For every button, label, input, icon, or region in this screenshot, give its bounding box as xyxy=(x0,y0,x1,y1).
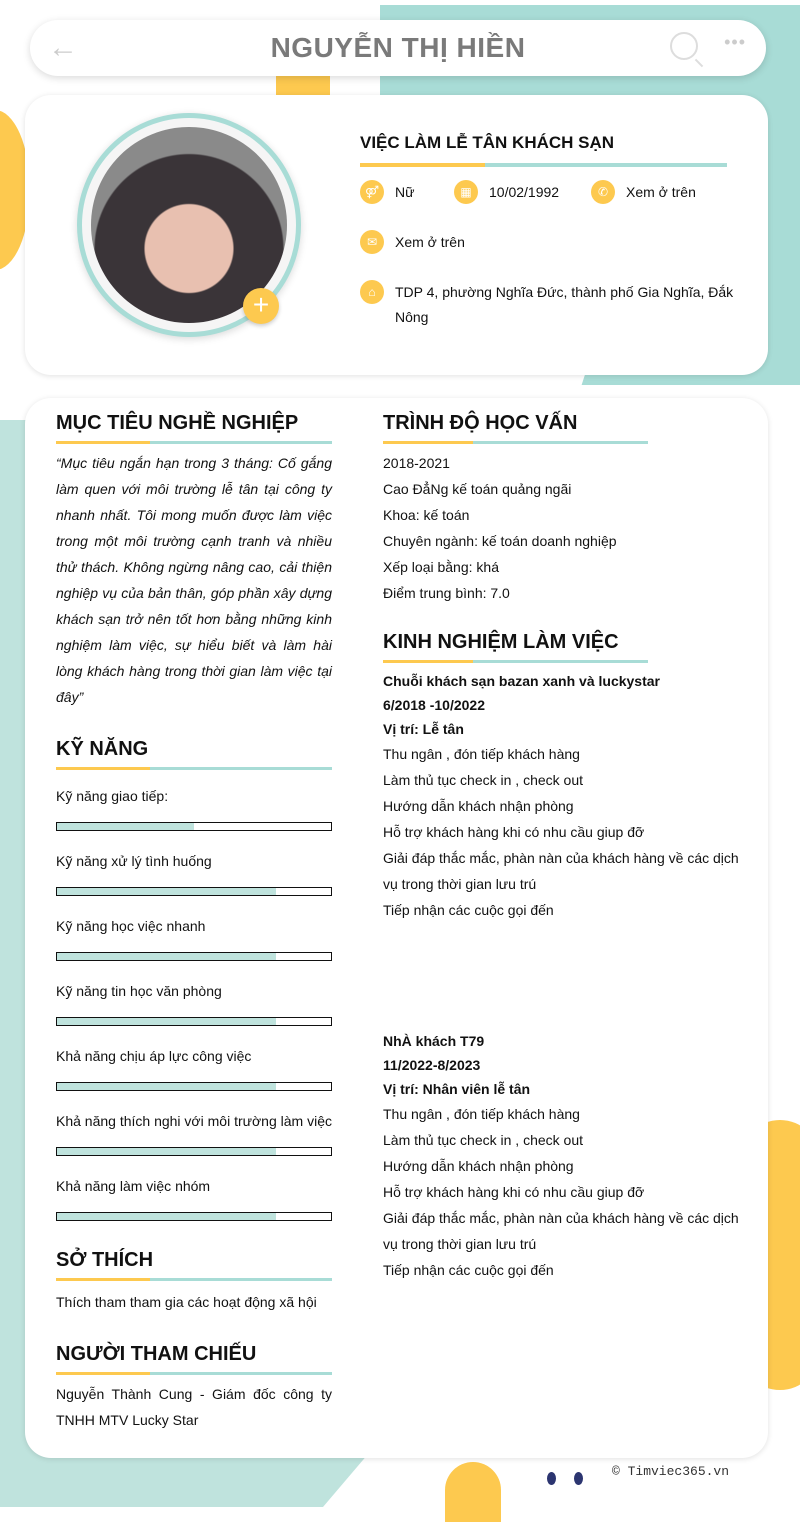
job-duty: Hướng dẫn khách nhận phòng xyxy=(383,798,574,814)
skill-item xyxy=(56,1108,332,1156)
references-text: Nguyễn Thành Cung - Giám đốc công ty TNHH MTV Lucky Star xyxy=(56,1386,332,1428)
add-photo-button[interactable]: + xyxy=(243,288,279,324)
job-duty: Hướng dẫn khách nhận phòng xyxy=(383,1158,574,1174)
job-position: Vị trí: Nhân viên lễ tân xyxy=(383,1081,531,1097)
hobbies-text: Thích tham tham gia các hoạt động xã hội xyxy=(56,1294,317,1310)
skill-label: Khả năng thích nghi với môi trường làm việc xyxy=(56,1113,332,1129)
skill-item xyxy=(56,913,332,961)
phone-value: Xem ở trên xyxy=(626,184,696,200)
skill-item xyxy=(56,783,332,831)
phone-icon: ✆ xyxy=(591,180,615,204)
skill-level-bar xyxy=(56,1017,332,1026)
hobbies-section xyxy=(56,1248,332,1315)
skill-item xyxy=(56,1043,332,1091)
job-company: NhÀ khách T79 xyxy=(383,1033,485,1049)
section-title: KINH NGHIỆM LÀM VIỆC xyxy=(383,631,619,653)
skill-level-fill xyxy=(57,1148,276,1155)
job-duty: Thu ngân , đón tiếp khách hàng xyxy=(383,746,580,762)
divider xyxy=(56,441,332,444)
job-title-text: VIỆC LÀM LỄ TÂN KHÁCH SẠN xyxy=(360,133,615,152)
skill-label: Kỹ năng học việc nhanh xyxy=(56,918,206,934)
gender xyxy=(360,180,414,205)
section-title: NGƯỜI THAM CHIẾU xyxy=(56,1343,257,1365)
skill-item xyxy=(56,978,332,1026)
skill-level-fill xyxy=(57,1213,276,1220)
birthday xyxy=(454,180,559,205)
top-bar xyxy=(30,20,766,76)
objective-section xyxy=(56,411,332,710)
birthday-value: 10/02/1992 xyxy=(489,184,560,200)
skill-level-bar xyxy=(56,1082,332,1091)
job-duty: Làm thủ tục check in , check out xyxy=(383,1132,583,1148)
more-icon[interactable]: ••• xyxy=(724,32,746,52)
skill-label: Kỹ năng xử lý tình huống xyxy=(56,853,212,869)
skill-level-bar xyxy=(56,952,332,961)
skill-level-bar xyxy=(56,1212,332,1221)
skill-level-fill xyxy=(57,888,276,895)
skill-level-bar xyxy=(56,887,332,896)
calendar-icon: ▦ xyxy=(454,180,478,204)
job-duty: Tiếp nhận các cuộc gọi đến xyxy=(383,1262,554,1278)
job-position: Vị trí: Lễ tân xyxy=(383,721,464,737)
education-line: Chuyên ngành: kế toán doanh nghiệp xyxy=(383,533,617,549)
email xyxy=(360,230,465,255)
job-company: Chuỗi khách sạn bazan xanh và luckystar xyxy=(383,673,660,689)
skill-level-bar xyxy=(56,822,332,831)
search-icon[interactable] xyxy=(670,32,698,60)
divider xyxy=(56,767,332,770)
education-line: Xếp loại bằng: khá xyxy=(383,559,499,575)
bg-yellow-shape xyxy=(445,1462,501,1522)
section-title: MỤC TIÊU NGHỀ NGHIỆP xyxy=(56,412,299,434)
education-line: Điểm trung bình: 7.0 xyxy=(383,585,510,601)
skill-label: Khả năng chịu áp lực công việc xyxy=(56,1048,252,1064)
email-value: Xem ở trên xyxy=(395,234,465,250)
back-arrow-icon[interactable]: ← xyxy=(48,31,78,64)
job-entry xyxy=(383,1029,743,1283)
skill-level-fill xyxy=(57,953,276,960)
profile-card xyxy=(25,95,768,375)
skill-item xyxy=(56,1173,332,1221)
section-title: KỸ NĂNG xyxy=(56,738,149,760)
divider xyxy=(383,441,648,444)
section-title: TRÌNH ĐỘ HỌC VẤN xyxy=(383,412,578,434)
job-duty: Giải đáp thắc mắc, phàn nàn của khách hàng về các dịch vụ trong thời gian lưu trú xyxy=(383,1210,739,1252)
home-icon: ⌂ xyxy=(360,280,384,304)
skill-item xyxy=(56,848,332,896)
job-entry xyxy=(383,669,743,923)
job-duty: Hỗ trợ khách hàng khi có nhu cầu giup đỡ xyxy=(383,824,645,840)
education-section xyxy=(383,411,648,606)
mail-icon: ✉ xyxy=(360,230,384,254)
section-title: SỞ THÍCH xyxy=(56,1249,154,1271)
job-duty: Làm thủ tục check in , check out xyxy=(383,772,583,788)
job-period: 11/2022-8/2023 xyxy=(383,1057,481,1073)
phone xyxy=(591,180,696,205)
divider xyxy=(383,660,648,663)
bg-dot xyxy=(574,1472,583,1485)
gender-value: Nữ xyxy=(395,184,415,200)
address-value: TDP 4, phường Nghĩa Đức, thành phố Gia Nghĩa, Đắk Nông xyxy=(395,284,734,325)
skill-level-bar xyxy=(56,1147,332,1156)
copyright: © Timviec365.vn xyxy=(612,1464,730,1479)
divider xyxy=(56,1372,332,1375)
skill-level-fill xyxy=(57,1018,276,1025)
experience-section xyxy=(383,630,743,1283)
job-duty: Giải đáp thắc mắc, phàn nàn của khách hàng về các dịch vụ trong thời gian lưu trú xyxy=(383,850,739,892)
address xyxy=(360,280,735,330)
divider xyxy=(360,163,727,167)
gender-icon: ⚤ xyxy=(360,180,384,204)
education-line: 2018-2021 xyxy=(383,455,450,471)
divider xyxy=(56,1278,332,1281)
objective-text: “Mục tiêu ngắn hạn trong 3 tháng: Cố gắng làm quen với môi trường lễ tân tại công ty nhanh nhất. Tôi mong muốn được làm việc trong một môi trường cạnh tranh và nhiều thử thách. Không ngừng nâng cao, cải thiện nghiệp vụ của bản thân, góp phần xây dựng khách sạn trở nên tốt hơn bằng những kinh nghiệm làm việc, sự hiểu biết và làm hài lòng khách hàng trong thời gian làm việc tại đây” xyxy=(56,455,332,705)
bg-dot xyxy=(547,1472,556,1485)
job-period: 6/2018 -10/2022 xyxy=(383,697,485,713)
references-section xyxy=(56,1342,332,1433)
education-line: Cao ĐẳNg kế toán quảng ngãi xyxy=(383,481,572,497)
education-line: Khoa: kế toán xyxy=(383,507,470,523)
job-duty: Tiếp nhận các cuộc gọi đến xyxy=(383,902,554,918)
skill-label: Khả năng làm việc nhóm xyxy=(56,1178,211,1194)
skill-level-fill xyxy=(57,1083,276,1090)
job-title xyxy=(360,133,727,167)
skills-section xyxy=(56,737,332,1238)
skill-label: Kỹ năng tin học văn phòng xyxy=(56,983,222,999)
skill-level-fill xyxy=(57,823,194,830)
page-title: NGUYỄN THỊ HIỀN xyxy=(270,32,526,63)
job-duty: Hỗ trợ khách hàng khi có nhu cầu giup đỡ xyxy=(383,1184,645,1200)
job-duty: Thu ngân , đón tiếp khách hàng xyxy=(383,1106,580,1122)
skill-label: Kỹ năng giao tiếp: xyxy=(56,788,169,804)
